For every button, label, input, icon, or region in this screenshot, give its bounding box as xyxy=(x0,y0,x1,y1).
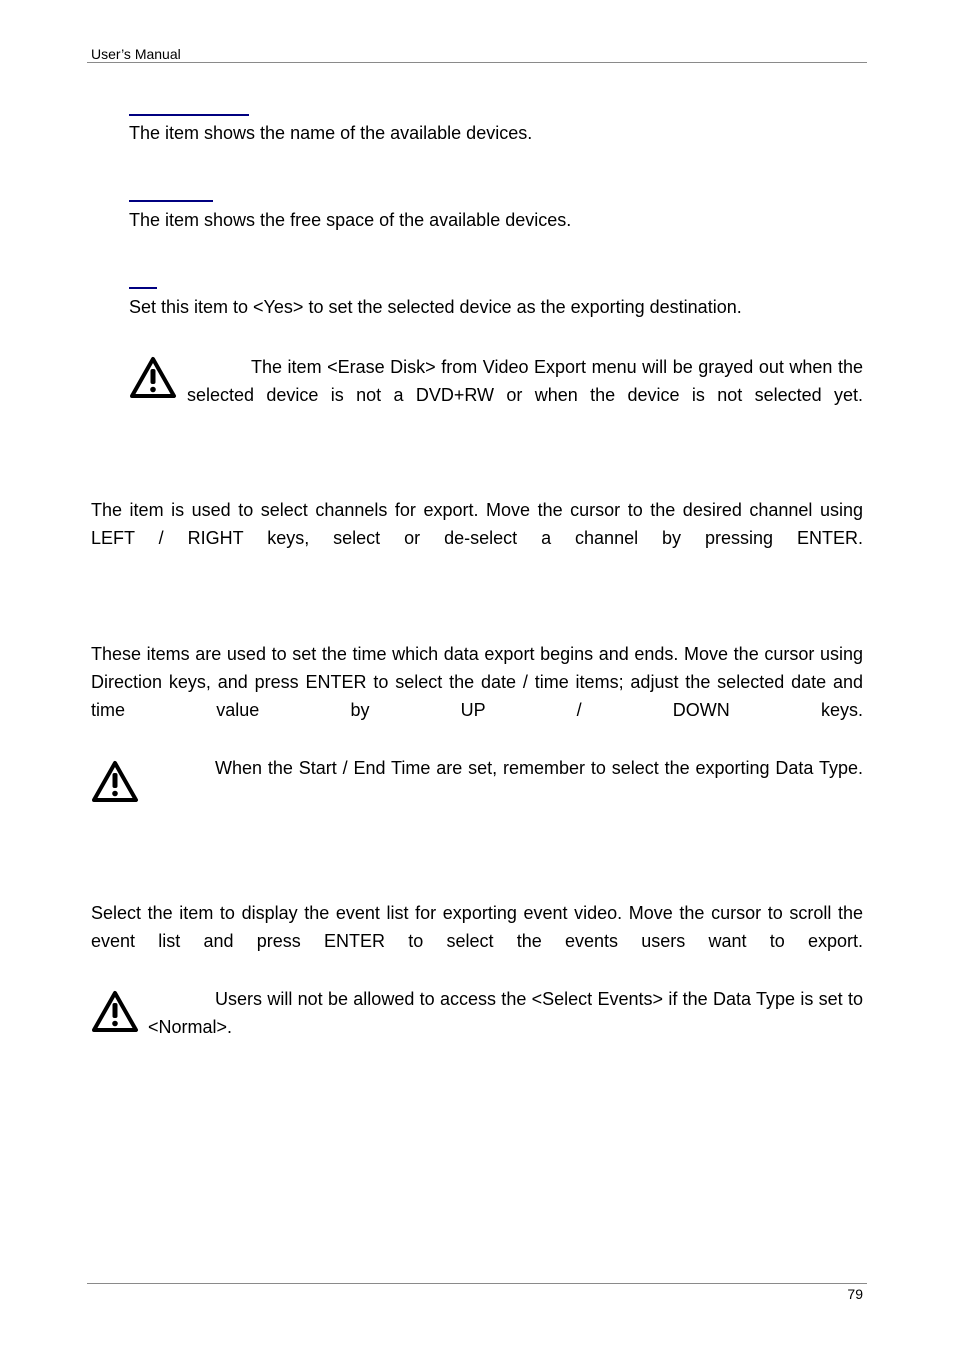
destination-heading-underline xyxy=(129,287,157,289)
note-select-events xyxy=(91,990,865,1050)
header-divider xyxy=(87,62,867,63)
device-name-description: The item shows the name of the available devices. xyxy=(129,123,533,143)
free-space-description: The item shows the free space of the available devices. xyxy=(129,210,572,230)
footer-divider xyxy=(87,1283,867,1284)
note-data-type xyxy=(91,760,865,820)
channels-description: The item is used to select channels for export. Move the cursor to the desired channel using LEFT / RIGHT keys, select or de-select a channel by pressing ENTER. xyxy=(91,500,863,548)
destination-description: Set this item to <Yes> to set the selected device as the exporting destination. xyxy=(129,297,742,317)
time-description: These items are used to set the time which data export begins and ends. Move the cursor using Direction keys, and press ENTER to select the date / time items; adjust the selected date and time value by UP / DOWN keys. xyxy=(91,644,863,720)
warning-triangle-icon xyxy=(91,760,139,804)
device-heading-underline xyxy=(129,114,249,116)
note-select-events-text: Users will not be allowed to access the <Select Events> if the Data Type is set to <Normal>. xyxy=(148,989,863,1037)
warning-triangle-icon xyxy=(91,990,139,1034)
page-number: 79 xyxy=(847,1286,863,1302)
note-erase-disk xyxy=(129,356,865,416)
note-erase-disk-text: The item <Erase Disk> from Video Export menu will be grayed out when the selected device is not a DVD+RW or when the device is not selected yet. xyxy=(187,357,863,405)
events-description: Select the item to display the event list for exporting event video. Move the cursor to scroll the event list and press ENTER to select the events users want to export. xyxy=(91,903,863,951)
free-space-heading-underline xyxy=(129,200,213,202)
warning-triangle-icon xyxy=(129,356,177,400)
running-header: User’s Manual xyxy=(91,46,181,62)
note-data-type-text: When the Start / End Time are set, remember to select the exporting Data Type. xyxy=(215,758,863,778)
